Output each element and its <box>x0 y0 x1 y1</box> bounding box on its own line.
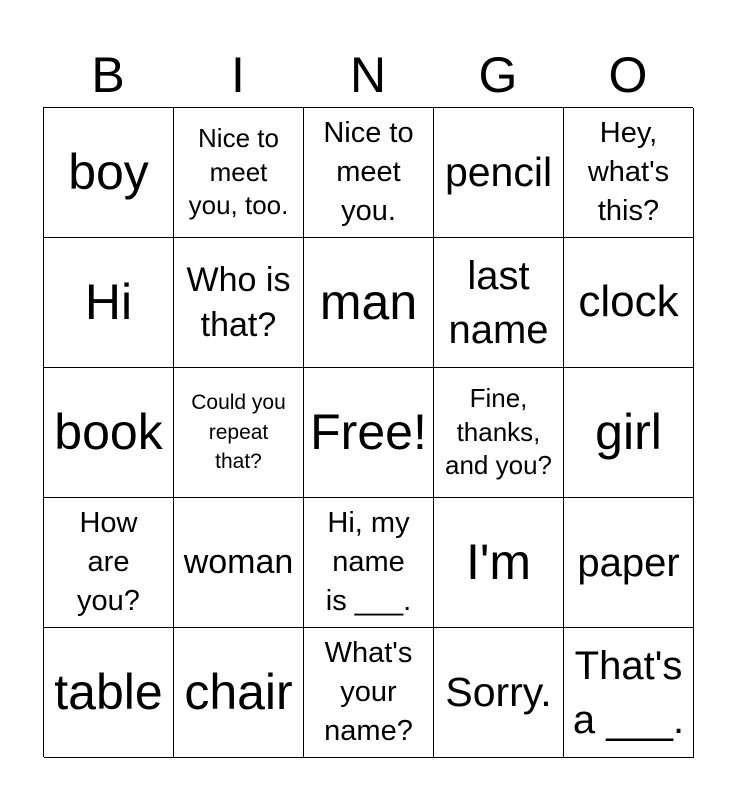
bingo-cell[interactable] <box>44 368 174 498</box>
bingo-cell[interactable] <box>304 238 434 368</box>
cell-text: Free! <box>310 403 427 460</box>
cell-text: pencil <box>444 148 553 195</box>
cell-text: man <box>319 273 418 330</box>
bingo-cell[interactable] <box>564 368 694 498</box>
cell-text: Fine, thanks, and you? <box>445 382 552 481</box>
bingo-cell[interactable] <box>44 108 174 238</box>
bingo-cell[interactable] <box>304 108 434 238</box>
cell-text: Hi, my name is ___. <box>325 506 412 618</box>
bingo-cell[interactable] <box>304 628 434 758</box>
cell-text: How are you? <box>77 506 140 618</box>
free-space-cell[interactable] <box>304 368 434 498</box>
cell-text: girl <box>595 403 662 460</box>
header-letter-o: O <box>608 47 648 103</box>
cell-text: Sorry. <box>445 668 552 715</box>
bingo-cell[interactable] <box>44 628 174 758</box>
cell-text: What's your name? <box>324 636 413 748</box>
bingo-cell[interactable] <box>44 498 174 628</box>
cell-text: Nice to meet you. <box>323 116 414 228</box>
bingo-cell[interactable] <box>174 108 304 238</box>
cell-text: Hi <box>84 273 133 330</box>
bingo-cell[interactable] <box>564 238 694 368</box>
bingo-cell[interactable] <box>434 368 564 498</box>
cell-text: woman <box>183 543 294 582</box>
cell-text: book <box>54 403 163 460</box>
cell-text: chair <box>184 663 293 720</box>
bingo-cell[interactable] <box>174 628 304 758</box>
bingo-cell[interactable] <box>564 498 694 628</box>
cell-text: That's a ___. <box>572 643 685 742</box>
cell-text: Nice to meet you, too. <box>188 122 289 221</box>
bingo-cell[interactable] <box>564 108 694 238</box>
cell-text: boy <box>68 143 149 200</box>
cell-text: clock <box>578 277 679 327</box>
bingo-cell[interactable] <box>304 498 434 628</box>
bingo-cell[interactable] <box>434 108 564 238</box>
cell-text: Could you repeat that? <box>191 391 286 474</box>
cell-text: I'm <box>465 533 532 590</box>
bingo-cell[interactable] <box>44 238 174 368</box>
cell-text: last name <box>448 253 549 352</box>
cell-text: paper <box>577 540 680 585</box>
bingo-grid <box>43 107 693 757</box>
bingo-cell[interactable] <box>174 238 304 368</box>
header-letter-g: G <box>478 47 518 103</box>
cell-text: Who is that? <box>186 261 291 344</box>
bingo-cell[interactable] <box>564 628 694 758</box>
bingo-cell[interactable] <box>174 498 304 628</box>
bingo-cell[interactable] <box>174 368 304 498</box>
cell-text: table <box>54 663 163 720</box>
header-letter-b: B <box>91 47 125 103</box>
header-letter-i: I <box>231 47 245 103</box>
bingo-cell[interactable] <box>434 238 564 368</box>
bingo-cell[interactable] <box>434 498 564 628</box>
bingo-header <box>43 44 693 106</box>
cell-text: Hey, what's this? <box>587 116 670 228</box>
header-letter-n: N <box>349 47 387 103</box>
bingo-cell[interactable] <box>434 628 564 758</box>
